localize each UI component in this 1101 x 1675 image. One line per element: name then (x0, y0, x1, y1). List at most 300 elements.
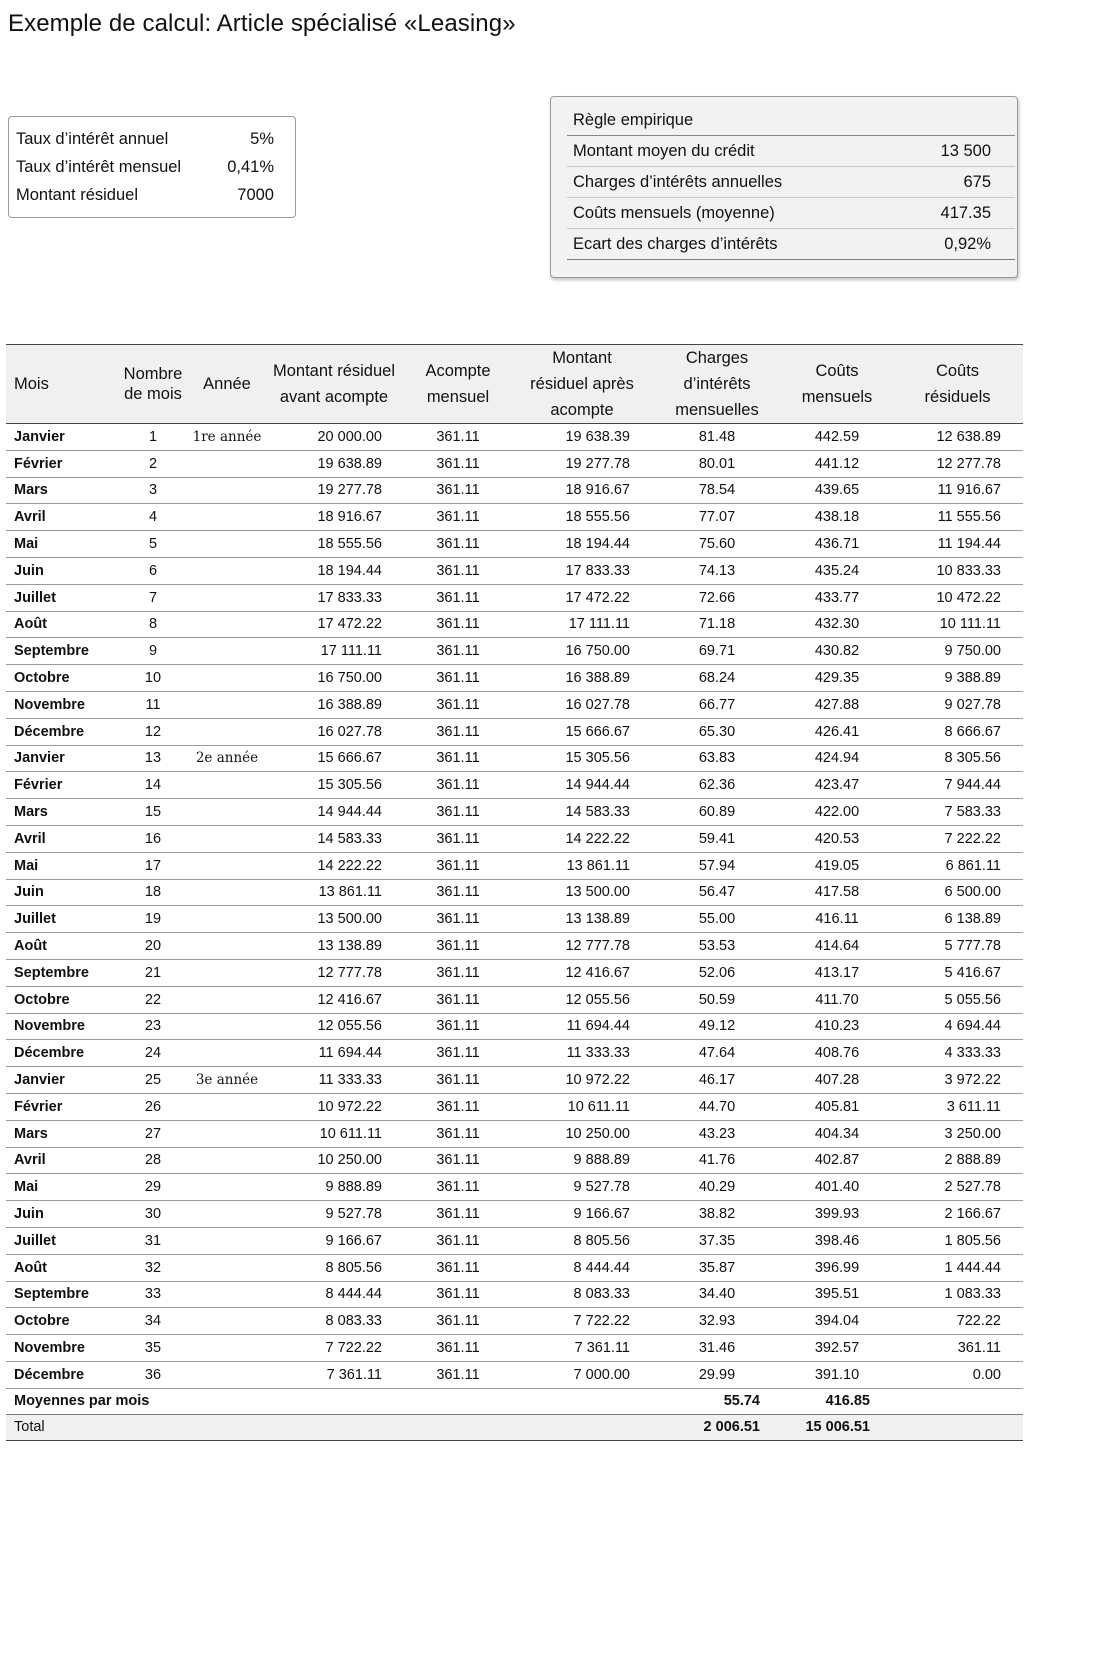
header-mois: Mois (6, 345, 116, 424)
total-couts: 15 006.51 (782, 1414, 892, 1440)
rule-row (567, 136, 1015, 167)
cell-acompte: 361.11 (404, 1281, 512, 1308)
cell-residuel-apres: 8 805.56 (512, 1227, 652, 1254)
table-row (6, 1120, 1023, 1147)
cell-residuel-avant: 13 138.89 (264, 933, 404, 960)
table-row (6, 1174, 1023, 1201)
cell-residuel-apres: 17 111.11 (512, 611, 652, 638)
parameter-row (16, 181, 286, 209)
cell-mois: Avril (6, 504, 116, 531)
cell-annee (190, 1201, 264, 1228)
cell-couts-mensuels: 427.88 (782, 691, 892, 718)
cell-nombre-de-mois: 17 (116, 852, 190, 879)
cell-couts-residuels: 5 416.67 (892, 959, 1023, 986)
cell-couts-mensuels: 407.28 (782, 1067, 892, 1094)
cell-annee (190, 906, 264, 933)
rule-of-thumb-heading: Règle empirique (567, 105, 1015, 136)
cell-residuel-avant: 18 916.67 (264, 504, 404, 531)
cell-charges: 72.66 (652, 584, 782, 611)
cell-acompte: 361.11 (404, 906, 512, 933)
cell-couts-residuels: 1 444.44 (892, 1254, 1023, 1281)
cell-acompte: 361.11 (404, 691, 512, 718)
cell-annee (190, 933, 264, 960)
cell-residuel-avant: 16 388.89 (264, 691, 404, 718)
cell-residuel-avant: 10 972.22 (264, 1093, 404, 1120)
cell-couts-residuels: 2 527.78 (892, 1174, 1023, 1201)
cell-annee (190, 1254, 264, 1281)
cell-mois: Juin (6, 879, 116, 906)
cell-nombre-de-mois: 4 (116, 504, 190, 531)
cell-mois: Mars (6, 1120, 116, 1147)
cell-residuel-apres: 8 083.33 (512, 1281, 652, 1308)
table-row (6, 1040, 1023, 1067)
cell-couts-residuels: 8 666.67 (892, 718, 1023, 745)
cell-nombre-de-mois: 13 (116, 745, 190, 772)
cell-charges: 55.00 (652, 906, 782, 933)
cell-residuel-apres: 17 833.33 (512, 557, 652, 584)
cell-nombre-de-mois: 20 (116, 933, 190, 960)
cell-mois: Septembre (6, 959, 116, 986)
cell-nombre-de-mois: 15 (116, 799, 190, 826)
cell-annee (190, 584, 264, 611)
cell-residuel-apres: 7 722.22 (512, 1308, 652, 1335)
cell-acompte: 361.11 (404, 531, 512, 558)
cell-residuel-apres: 9 888.89 (512, 1147, 652, 1174)
cell-mois: Août (6, 1254, 116, 1281)
table-row (6, 933, 1023, 960)
cell-couts-mensuels: 419.05 (782, 852, 892, 879)
cell-mois: Août (6, 611, 116, 638)
rule-row (567, 167, 1015, 198)
cell-nombre-de-mois: 14 (116, 772, 190, 799)
rule-value: 417.35 (893, 198, 1015, 229)
cell-mois: Mai (6, 531, 116, 558)
table-row (6, 986, 1023, 1013)
cell-charges: 32.93 (652, 1308, 782, 1335)
cell-residuel-apres: 18 916.67 (512, 477, 652, 504)
cell-nombre-de-mois: 31 (116, 1227, 190, 1254)
cell-charges: 43.23 (652, 1120, 782, 1147)
cell-mois: Octobre (6, 986, 116, 1013)
cell-mois: Novembre (6, 1335, 116, 1362)
cell-couts-mensuels: 439.65 (782, 477, 892, 504)
cell-annee (190, 959, 264, 986)
cell-residuel-apres: 12 055.56 (512, 986, 652, 1013)
cell-annee (190, 852, 264, 879)
cell-acompte: 361.11 (404, 1147, 512, 1174)
cell-couts-residuels: 6 861.11 (892, 852, 1023, 879)
rule-value: 675 (893, 167, 1015, 198)
rule-row (567, 229, 1015, 260)
cell-charges: 62.36 (652, 772, 782, 799)
cell-nombre-de-mois: 29 (116, 1174, 190, 1201)
cell-nombre-de-mois: 8 (116, 611, 190, 638)
cell-acompte: 361.11 (404, 665, 512, 692)
cell-acompte: 361.11 (404, 611, 512, 638)
cell-annee (190, 611, 264, 638)
cell-acompte: 361.11 (404, 825, 512, 852)
cell-annee (190, 638, 264, 665)
table-row (6, 691, 1023, 718)
cell-nombre-de-mois: 34 (116, 1308, 190, 1335)
cell-charges: 71.18 (652, 611, 782, 638)
cell-charges: 47.64 (652, 1040, 782, 1067)
table-row (6, 638, 1023, 665)
cell-annee (190, 1040, 264, 1067)
cell-couts-residuels: 3 611.11 (892, 1093, 1023, 1120)
table-row (6, 1308, 1023, 1335)
cell-residuel-avant: 7 722.22 (264, 1335, 404, 1362)
cell-couts-mensuels: 433.77 (782, 584, 892, 611)
cell-couts-residuels: 2 166.67 (892, 1201, 1023, 1228)
cell-mois: Mars (6, 477, 116, 504)
table-row (6, 1335, 1023, 1362)
cell-residuel-apres: 19 277.78 (512, 450, 652, 477)
cell-residuel-avant: 8 805.56 (264, 1254, 404, 1281)
cell-charges: 52.06 (652, 959, 782, 986)
cell-annee (190, 477, 264, 504)
cell-couts-residuels: 5 055.56 (892, 986, 1023, 1013)
cell-residuel-avant: 12 777.78 (264, 959, 404, 986)
cell-charges: 49.12 (652, 1013, 782, 1040)
cell-residuel-apres: 9 166.67 (512, 1201, 652, 1228)
cell-residuel-apres: 9 527.78 (512, 1174, 652, 1201)
cell-acompte: 361.11 (404, 718, 512, 745)
cell-mois: Juillet (6, 1227, 116, 1254)
parameter-label: Taux d’intérêt annuel (16, 129, 169, 148)
cell-residuel-apres: 19 638.39 (512, 424, 652, 451)
cell-couts-residuels: 11 194.44 (892, 531, 1023, 558)
cell-residuel-avant: 15 305.56 (264, 772, 404, 799)
cell-charges: 74.13 (652, 557, 782, 584)
cell-couts-mensuels: 420.53 (782, 825, 892, 852)
cell-nombre-de-mois: 22 (116, 986, 190, 1013)
cell-couts-residuels: 10 111.11 (892, 611, 1023, 638)
cell-residuel-apres: 13 138.89 (512, 906, 652, 933)
table-row (6, 1147, 1023, 1174)
total-row (6, 1414, 1023, 1440)
cell-couts-mensuels: 401.40 (782, 1174, 892, 1201)
cell-annee (190, 665, 264, 692)
cell-mois: Janvier (6, 745, 116, 772)
cell-acompte: 361.11 (404, 852, 512, 879)
cell-annee (190, 879, 264, 906)
table-row (6, 665, 1023, 692)
cell-annee (190, 450, 264, 477)
cell-mois: Décembre (6, 1361, 116, 1388)
cell-couts-mensuels: 441.12 (782, 450, 892, 477)
cell-couts-mensuels: 432.30 (782, 611, 892, 638)
rule-label: Coûts mensuels (moyenne) (567, 198, 893, 229)
table-row (6, 718, 1023, 745)
table-row (6, 852, 1023, 879)
cell-mois: Avril (6, 1147, 116, 1174)
cell-annee (190, 557, 264, 584)
cell-couts-residuels: 3 250.00 (892, 1120, 1023, 1147)
cell-nombre-de-mois: 10 (116, 665, 190, 692)
header-residuel-apres: Montant résiduel après acompte (512, 345, 652, 424)
cell-couts-mensuels: 435.24 (782, 557, 892, 584)
cell-couts-mensuels: 395.51 (782, 1281, 892, 1308)
cell-annee: 2e année (190, 745, 264, 772)
cell-mois: Juillet (6, 906, 116, 933)
cell-charges: 44.70 (652, 1093, 782, 1120)
cell-nombre-de-mois: 27 (116, 1120, 190, 1147)
averages-couts: 416.85 (782, 1388, 892, 1414)
cell-charges: 78.54 (652, 477, 782, 504)
parameters-box (8, 116, 296, 218)
parameter-label: Taux d’intérêt mensuel (16, 157, 182, 176)
cell-annee (190, 691, 264, 718)
total-charges: 2 006.51 (652, 1414, 782, 1440)
cell-nombre-de-mois: 30 (116, 1201, 190, 1228)
cell-charges: 77.07 (652, 504, 782, 531)
cell-charges: 63.83 (652, 745, 782, 772)
rule-row (567, 198, 1015, 229)
cell-residuel-apres: 7 361.11 (512, 1335, 652, 1362)
cell-mois: Septembre (6, 638, 116, 665)
cell-residuel-avant: 14 944.44 (264, 799, 404, 826)
table-row (6, 1013, 1023, 1040)
cell-couts-residuels: 1 805.56 (892, 1227, 1023, 1254)
page-title: Exemple de calcul: Article spécialisé «Leasing» (8, 10, 516, 37)
cell-charges: 60.89 (652, 799, 782, 826)
cell-charges: 68.24 (652, 665, 782, 692)
cell-nombre-de-mois: 19 (116, 906, 190, 933)
cell-acompte: 361.11 (404, 799, 512, 826)
cell-charges: 66.77 (652, 691, 782, 718)
cell-couts-residuels: 7 583.33 (892, 799, 1023, 826)
cell-mois: Octobre (6, 665, 116, 692)
cell-mois: Février (6, 450, 116, 477)
cell-couts-mensuels: 429.35 (782, 665, 892, 692)
cell-couts-residuels: 1 083.33 (892, 1281, 1023, 1308)
cell-annee (190, 1227, 264, 1254)
cell-couts-residuels: 11 916.67 (892, 477, 1023, 504)
cell-couts-mensuels: 411.70 (782, 986, 892, 1013)
cell-acompte: 361.11 (404, 986, 512, 1013)
cell-residuel-apres: 16 027.78 (512, 691, 652, 718)
cell-couts-mensuels: 398.46 (782, 1227, 892, 1254)
cell-nombre-de-mois: 9 (116, 638, 190, 665)
table-row (6, 1281, 1023, 1308)
cell-residuel-apres: 14 222.22 (512, 825, 652, 852)
cell-annee (190, 1147, 264, 1174)
cell-acompte: 361.11 (404, 1335, 512, 1362)
header-nombre-de-mois: Nombre de mois (116, 345, 190, 424)
cell-acompte: 361.11 (404, 424, 512, 451)
cell-acompte: 361.11 (404, 1361, 512, 1388)
cell-couts-residuels: 5 777.78 (892, 933, 1023, 960)
cell-nombre-de-mois: 32 (116, 1254, 190, 1281)
cell-annee (190, 1120, 264, 1147)
rule-of-thumb-box (550, 96, 1018, 278)
parameter-value: 5% (250, 129, 274, 148)
cell-couts-mensuels: 399.93 (782, 1201, 892, 1228)
averages-charges: 55.74 (652, 1388, 782, 1414)
rule-label: Montant moyen du crédit (567, 136, 893, 167)
parameter-row (16, 153, 286, 181)
cell-couts-residuels: 2 888.89 (892, 1147, 1023, 1174)
header-couts-residuels: Coûts résiduels (892, 345, 1023, 424)
cell-acompte: 361.11 (404, 450, 512, 477)
cell-couts-residuels: 6 138.89 (892, 906, 1023, 933)
cell-couts-residuels: 3 972.22 (892, 1067, 1023, 1094)
table-row (6, 504, 1023, 531)
cell-nombre-de-mois: 18 (116, 879, 190, 906)
cell-residuel-apres: 10 972.22 (512, 1067, 652, 1094)
cell-couts-residuels: 722.22 (892, 1308, 1023, 1335)
leasing-schedule-table (6, 344, 1023, 1441)
cell-acompte: 361.11 (404, 1174, 512, 1201)
cell-couts-mensuels: 422.00 (782, 799, 892, 826)
cell-residuel-avant: 18 194.44 (264, 557, 404, 584)
cell-couts-mensuels: 430.82 (782, 638, 892, 665)
cell-acompte: 361.11 (404, 1013, 512, 1040)
cell-nombre-de-mois: 16 (116, 825, 190, 852)
cell-couts-mensuels: 413.17 (782, 959, 892, 986)
cell-nombre-de-mois: 33 (116, 1281, 190, 1308)
averages-row (6, 1388, 1023, 1414)
cell-residuel-apres: 17 472.22 (512, 584, 652, 611)
cell-residuel-apres: 14 583.33 (512, 799, 652, 826)
cell-acompte: 361.11 (404, 1040, 512, 1067)
cell-couts-mensuels: 405.81 (782, 1093, 892, 1120)
parameter-label: Montant résiduel (16, 185, 138, 204)
cell-residuel-avant: 19 638.89 (264, 450, 404, 477)
cell-residuel-avant: 20 000.00 (264, 424, 404, 451)
cell-residuel-avant: 10 250.00 (264, 1147, 404, 1174)
cell-residuel-avant: 16 027.78 (264, 718, 404, 745)
cell-charges: 38.82 (652, 1201, 782, 1228)
cell-residuel-avant: 14 222.22 (264, 852, 404, 879)
header-charges: Charges d’intérêts mensuelles (652, 345, 782, 424)
cell-charges: 56.47 (652, 879, 782, 906)
cell-mois: Août (6, 933, 116, 960)
cell-mois: Décembre (6, 1040, 116, 1067)
cell-acompte: 361.11 (404, 933, 512, 960)
cell-mois: Septembre (6, 1281, 116, 1308)
table-row (6, 906, 1023, 933)
cell-mois: Février (6, 772, 116, 799)
cell-residuel-avant: 9 166.67 (264, 1227, 404, 1254)
cell-residuel-avant: 13 500.00 (264, 906, 404, 933)
cell-annee (190, 1013, 264, 1040)
table-row (6, 825, 1023, 852)
cell-couts-residuels: 12 277.78 (892, 450, 1023, 477)
cell-charges: 41.76 (652, 1147, 782, 1174)
table-row (6, 1201, 1023, 1228)
header-couts-mensuels: Coûts mensuels (782, 345, 892, 424)
cell-acompte: 361.11 (404, 772, 512, 799)
cell-couts-residuels: 7 944.44 (892, 772, 1023, 799)
cell-couts-residuels: 11 555.56 (892, 504, 1023, 531)
cell-couts-mensuels: 414.64 (782, 933, 892, 960)
table-row (6, 799, 1023, 826)
cell-nombre-de-mois: 11 (116, 691, 190, 718)
rule-of-thumb-table (567, 105, 1015, 260)
cell-mois: Mars (6, 799, 116, 826)
cell-residuel-avant: 13 861.11 (264, 879, 404, 906)
cell-charges: 37.35 (652, 1227, 782, 1254)
cell-couts-mensuels: 416.11 (782, 906, 892, 933)
cell-charges: 46.17 (652, 1067, 782, 1094)
rule-label: Ecart des charges d’intérêts (567, 229, 893, 260)
cell-mois: Janvier (6, 424, 116, 451)
cell-mois: Décembre (6, 718, 116, 745)
cell-charges: 80.01 (652, 450, 782, 477)
cell-nombre-de-mois: 6 (116, 557, 190, 584)
cell-nombre-de-mois: 7 (116, 584, 190, 611)
table-row (6, 611, 1023, 638)
cell-couts-mensuels: 426.41 (782, 718, 892, 745)
cell-residuel-apres: 12 416.67 (512, 959, 652, 986)
cell-charges: 29.99 (652, 1361, 782, 1388)
cell-residuel-avant: 8 444.44 (264, 1281, 404, 1308)
cell-couts-residuels: 8 305.56 (892, 745, 1023, 772)
cell-nombre-de-mois: 1 (116, 424, 190, 451)
table-header-row (6, 345, 1023, 424)
cell-couts-mensuels: 410.23 (782, 1013, 892, 1040)
cell-annee (190, 799, 264, 826)
cell-annee: 1re année (190, 424, 264, 451)
cell-residuel-apres: 7 000.00 (512, 1361, 652, 1388)
table-row (6, 477, 1023, 504)
cell-annee (190, 986, 264, 1013)
table-row (6, 1067, 1023, 1094)
header-annee: Année (190, 345, 264, 424)
table-row (6, 424, 1023, 451)
cell-annee (190, 1361, 264, 1388)
cell-charges: 35.87 (652, 1254, 782, 1281)
cell-acompte: 361.11 (404, 1254, 512, 1281)
cell-annee (190, 1174, 264, 1201)
cell-charges: 40.29 (652, 1174, 782, 1201)
cell-acompte: 361.11 (404, 959, 512, 986)
rule-label: Charges d’intérêts annuelles (567, 167, 893, 198)
cell-acompte: 361.11 (404, 1227, 512, 1254)
cell-nombre-de-mois: 12 (116, 718, 190, 745)
cell-mois: Juin (6, 1201, 116, 1228)
cell-annee: 3e année (190, 1067, 264, 1094)
cell-annee (190, 1308, 264, 1335)
cell-acompte: 361.11 (404, 1201, 512, 1228)
cell-couts-mensuels: 436.71 (782, 531, 892, 558)
cell-mois: Novembre (6, 1013, 116, 1040)
cell-acompte: 361.11 (404, 1093, 512, 1120)
cell-annee (190, 718, 264, 745)
header-acompte: Acompte mensuel (404, 345, 512, 424)
cell-residuel-apres: 18 194.44 (512, 531, 652, 558)
cell-couts-mensuels: 404.34 (782, 1120, 892, 1147)
cell-acompte: 361.11 (404, 1120, 512, 1147)
table-row (6, 772, 1023, 799)
averages-label: Moyennes par mois (6, 1388, 264, 1414)
cell-acompte: 361.11 (404, 584, 512, 611)
cell-nombre-de-mois: 5 (116, 531, 190, 558)
cell-acompte: 361.11 (404, 1308, 512, 1335)
cell-nombre-de-mois: 26 (116, 1093, 190, 1120)
table-row (6, 959, 1023, 986)
cell-annee (190, 531, 264, 558)
cell-acompte: 361.11 (404, 557, 512, 584)
cell-couts-mensuels: 442.59 (782, 424, 892, 451)
cell-mois: Juin (6, 557, 116, 584)
cell-acompte: 361.11 (404, 879, 512, 906)
cell-nombre-de-mois: 36 (116, 1361, 190, 1388)
cell-residuel-avant: 12 416.67 (264, 986, 404, 1013)
cell-residuel-apres: 16 750.00 (512, 638, 652, 665)
